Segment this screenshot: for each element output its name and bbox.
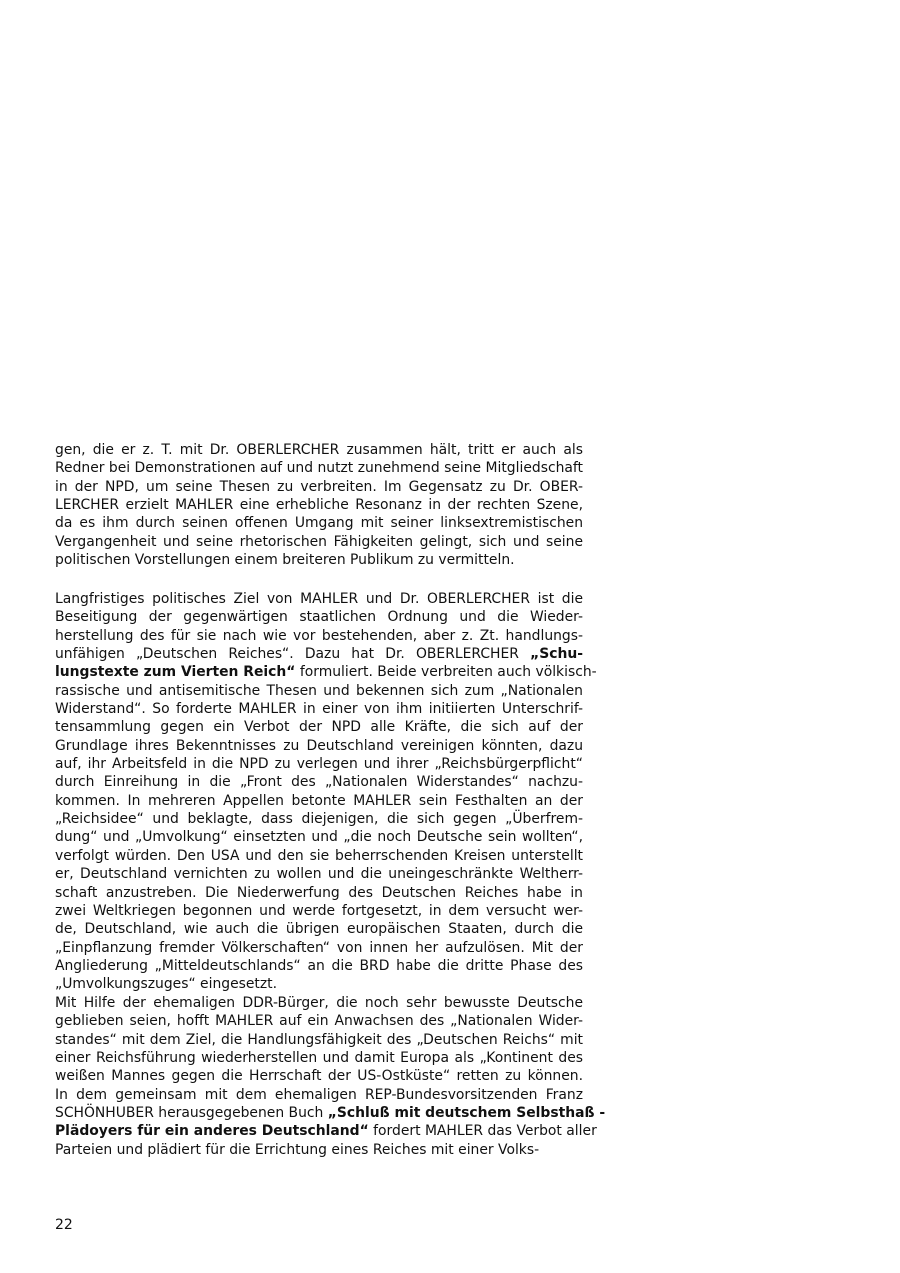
text-line [55, 1141, 583, 1159]
bold-text-segment: „Schluß mit deutschem Selbsthaß - [327, 1105, 606, 1122]
text-segment: gen, die er z. T. mit Dr. OBERLERCHER zusammen hält, tritt er auch als [55, 442, 583, 458]
text-segment: SCHÖNHUBER herausgegebenen Buch [55, 1105, 328, 1122]
text-line [55, 810, 583, 828]
text-segment: standes“ mit dem Ziel, die Handlungsfähigkeit des „Deutschen Reichs“ mit [55, 1031, 583, 1048]
text-segment: „Umvolkungszuges“ eingesetzt. [55, 976, 278, 993]
text-line [55, 792, 583, 810]
text-segment: durch Einreihung in die „Front des „Nationalen Widerstandes“ nachzu- [55, 774, 583, 791]
text-line [55, 865, 583, 883]
text-line [55, 939, 583, 957]
text-line [55, 975, 583, 993]
text-line [55, 902, 583, 920]
text-segment: fordert MAHLER das Verbot aller [368, 1123, 597, 1140]
text-line [55, 551, 583, 569]
text-line [55, 884, 583, 902]
text-segment: auf, ihr Arbeitsfeld in die NPD zu verlegen und ihrer „Reichsbürgerpflicht“ [55, 756, 583, 773]
text-segment: Mit Hilfe der ehemaligen DDR-Bürger, die noch sehr bewusste Deutsche [55, 995, 583, 1011]
text-line [55, 608, 583, 626]
bold-text-segment: „Schu- [530, 646, 583, 663]
bold-text-segment: lungstexte zum Vierten Reich“ [55, 664, 296, 681]
text-line [55, 773, 583, 791]
text-line [55, 478, 583, 496]
text-segment: „Einpflanzung fremder Völkerschaften“ von innen her aufzulösen. Mit der [55, 939, 583, 956]
text-line [55, 755, 583, 773]
text-segment: rassische und antisemitische Thesen und bekennen sich zum „Nationalen [55, 682, 583, 699]
text-segment: formuliert. Beide verbreiten auch völkisch- [295, 664, 597, 681]
text-segment: Grundlage ihres Bekenntnisses zu Deutschland vereinigen könnten, dazu [55, 737, 583, 754]
text-segment: Langfristiges politisches Ziel von MAHLER und Dr. OBERLERCHER ist die [55, 591, 583, 607]
text-segment: politischen Vorstellungen einem breiteren Publikum zu vermitteln. [55, 552, 515, 569]
text-segment: Parteien und plädiert für die Errichtung eines Reiches mit einer Volks- [55, 1141, 540, 1158]
text-line [55, 627, 583, 645]
text-line [55, 1104, 606, 1122]
text-line [55, 1031, 583, 1049]
text-segment: er, Deutschland vernichten zu wollen und die uneingeschränkte Weltherr- [55, 866, 583, 883]
text-line [55, 994, 583, 1012]
text-line [55, 737, 583, 755]
text-segment: Beseitigung der gegenwärtigen staatlichen Ordnung und die Wieder- [55, 609, 583, 626]
text-segment: weißen Mannes gegen die Herrschaft der US-Ostküste“ retten zu können. [55, 1068, 583, 1085]
text-segment: verfolgt würden. Den USA und den sie beherrschenden Kreisen unterstellt [55, 847, 583, 864]
text-segment: da es ihm durch seinen offenen Umgang mit seiner linksextremistischen [55, 515, 583, 532]
text-line [55, 1012, 583, 1030]
text-line [55, 1086, 583, 1104]
text-segment: In dem gemeinsam mit dem ehemaligen REP-Bundesvorsitzenden Franz [55, 1086, 583, 1103]
text-segment: Widerstand“. So forderte MAHLER in einer von ihm initiierten Unterschrif- [55, 701, 583, 718]
text-segment: LERCHER erzielt MAHLER eine erhebliche Resonanz in der rechten Szene, [55, 497, 583, 514]
text-line [55, 441, 583, 459]
text-segment: schaft anzustreben. Die Niederwerfung des Deutschen Reiches habe in [55, 884, 583, 901]
text-segment: in der NPD, um seine Thesen zu verbreiten. Im Gegensatz zu Dr. OBER- [55, 478, 583, 495]
text-line [55, 1067, 583, 1085]
text-segment: herstellung des für sie nach wie vor bestehenden, aber z. Zt. handlungs- [55, 627, 583, 644]
text-segment: Angliederung „Mitteldeutschlands“ an die BRD habe die dritte Phase des [55, 957, 583, 974]
text-line [55, 496, 583, 514]
text-line [55, 957, 583, 975]
text-line [55, 920, 583, 938]
text-line [55, 718, 583, 736]
text-line [55, 1049, 583, 1067]
text-line [55, 514, 583, 532]
bold-text-segment: Plädoyers für ein anderes Deutschland“ [55, 1123, 369, 1140]
text-line [55, 828, 583, 846]
text-segment: dung“ und „Umvolkung“ einsetzten und „die noch Deutsche sein wollten“, [55, 829, 583, 846]
text-segment: einer Reichsführung wiederherstellen und damit Europa als „Kontinent des [55, 1050, 583, 1067]
text-segment: geblieben seien, hofft MAHLER auf ein Anwachsen des „Nationalen Wider- [55, 1013, 583, 1030]
text-segment: zwei Weltkriegen begonnen und werde fortgesetzt, in dem versucht wer- [55, 902, 583, 919]
text-segment: Redner bei Demonstrationen auf und nutzt zunehmend seine Mitgliedschaft [55, 460, 583, 477]
text-block-2 [55, 590, 597, 994]
text-segment: kommen. In mehreren Appellen betonte MAHLER sein Festhalten an der [55, 792, 583, 809]
text-line [55, 700, 583, 718]
text-segment: unfähigen „Deutschen Reiches“. Dazu hat Dr. OBERLERCHER [55, 646, 531, 663]
text-line [55, 590, 583, 608]
text-line [55, 645, 583, 663]
text-segment: Vergangenheit und seine rhetorischen Fähigkeiten gelingt, sich und seine [55, 533, 583, 550]
text-line [55, 847, 583, 865]
text-line [55, 1122, 597, 1140]
text-line [55, 459, 583, 477]
text-block-3 [55, 994, 606, 1159]
text-segment: tensammlung gegen ein Verbot der NPD alle Kräfte, die sich auf der [55, 719, 583, 736]
text-block-1 [55, 441, 583, 569]
text-line [55, 533, 583, 551]
page-number: 22 [55, 1217, 73, 1233]
text-line [55, 682, 583, 700]
text-line [55, 663, 597, 681]
text-segment: de, Deutschland, wie auch die übrigen europäischen Staaten, durch die [55, 921, 583, 938]
text-segment: „Reichsidee“ und beklagte, dass diejenigen, die sich gegen „Überfrem- [55, 811, 583, 828]
